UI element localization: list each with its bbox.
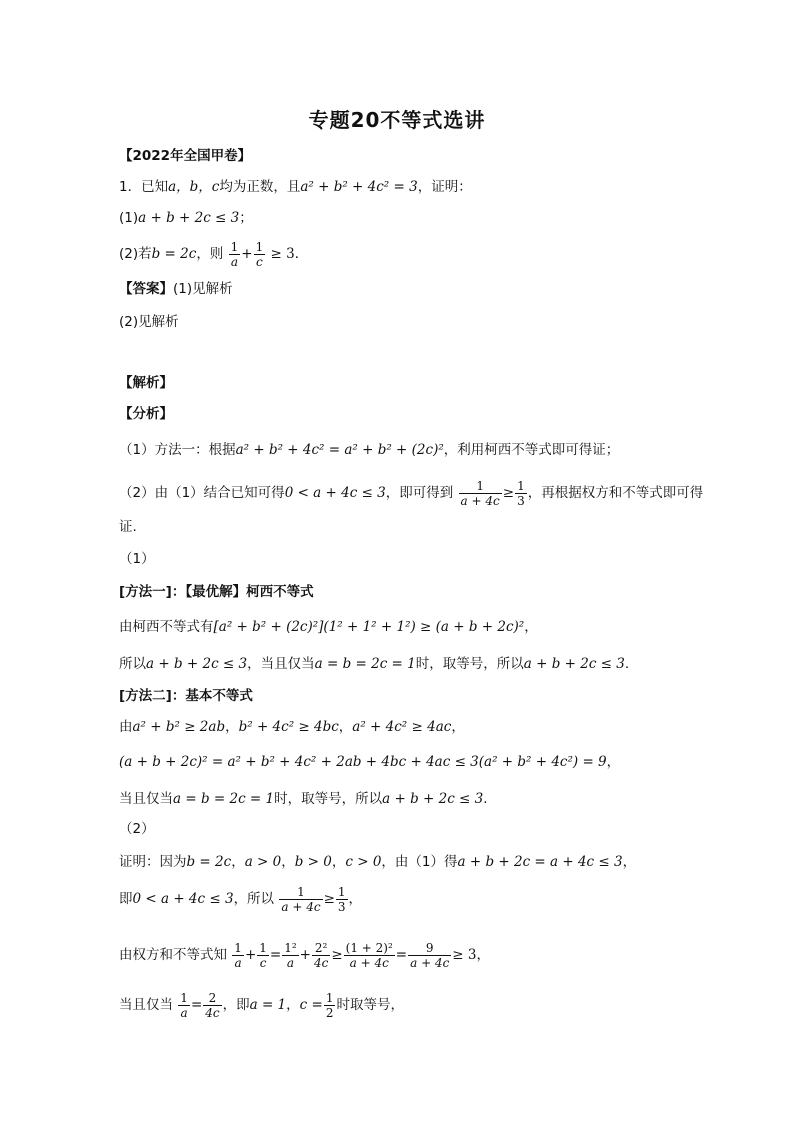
analysis-expression-2: 0 < a + 4c ≤ 3 [284, 485, 386, 501]
problem-stem [119, 177, 472, 197]
fenxi-label: 【分析】 [119, 406, 173, 422]
answer-1: (1)见解析 [173, 281, 233, 297]
part2-tail: ． [294, 246, 309, 262]
part2-number: (2)若 [119, 246, 152, 262]
proof2-line2: 即0 < a + 4c ≤ 3，所以 $\frac{1}{a + 4c}$ ≥ $\frac{1}{3}$ ， [119, 884, 363, 914]
method1-line1: 由柯西不等式有[a² + b² + (2c)²](1² + 1² + 1²) ≥ (a + b + 2c)²， [119, 619, 538, 635]
fraction-1-over-a-plus-4c-b: $\frac{1}{a + 4c}$ [281, 884, 321, 914]
stem-vars: a，b，c [168, 179, 220, 195]
part1-expression: a + b + 2c ≤ 3 [138, 210, 240, 226]
proof2-line3: 由权方和不等式知 $\frac{1}{a}$ + $\frac{1}{c}$ = $\frac{\text{1²}}{a}$ + $\frac{\text{2²}}{4c}$ ≥ $\frac{\text{(1 + 2)²}}{a + 4c}$ = $\frac{9}{a + 4c}$ ≥ 3， [119, 940, 490, 970]
stem-mid: 均为正数，且 [219, 179, 301, 195]
stem-prefix: 1．已知 [119, 179, 169, 195]
problem-part1 [119, 208, 253, 228]
method2-line3: 当且仅当a = b = 2c = 1时，取等号，所以a + b + 2c ≤ 3. [119, 791, 488, 807]
analysis-line1: （1）方法一：根据a² + b² + 4c² = a² + b² + (2c)²，利用柯西不等式即可得证； [119, 442, 620, 458]
proof2-line1: 证明：因为b = 2c，a > 0，b > 0，c > 0，由（1）得a + b + 2c = a + 4c ≤ 3， [119, 854, 637, 870]
answer-label: 【答案】 [119, 281, 173, 297]
answer-line1 [119, 279, 233, 299]
fraction-1-over-a: $\frac{1}{a}$ [230, 239, 239, 269]
part2-label: （2） [119, 821, 155, 837]
stem-condition: a² + b² + 4c² = 3 [300, 179, 418, 195]
part2-mid: ，则 [196, 246, 224, 262]
fraction-1-over-c: $\frac{1}{c}$ [255, 239, 264, 269]
method1-line2: 所以a + b + 2c ≤ 3，当且仅当a = b = 2c = 1时，取等号，所以a + b + 2c ≤ 3. [119, 656, 630, 672]
expansion-expression: (a + b + 2c)² = a² + b² + 4c² + 2ab + 4bc + 4ac ≤ 3(a² + b² + 4c²) = 9 [119, 754, 607, 770]
page-title: 专题20不等式选讲 [308, 108, 486, 132]
problem-part2: (2)若b = 2c，则 $\frac{1}{a}$ + $\frac{1}{c}$ ≥ 3． [119, 239, 309, 269]
proof2-line4: 当且仅当 $\frac{1}{a}$ = $\frac{2}{4c}$ ，即a = 1，c = $\frac{1}{2}$ 时取等号， [119, 990, 404, 1020]
part1-label: （1） [119, 551, 155, 567]
analysis-expression-1: a² + b² + 4c² = a² + b² + (2c)² [235, 442, 444, 458]
analysis-line2-cont: 证. [119, 519, 137, 535]
jiexi-label: 【解析】 [119, 375, 173, 391]
part1-number: (1) [119, 210, 139, 226]
part2-rhs: ≥ 3 [270, 246, 295, 262]
part2-condition: b = 2c [151, 246, 197, 262]
cauchy-expression: [a² + b² + (2c)²](1² + 1² + 1²) ≥ (a + b + 2c)² [213, 619, 525, 635]
fraction-1-over-3: $\frac{1}{3}$ [517, 478, 525, 508]
answer-line2: (2)见解析 [119, 314, 179, 330]
method2-line2: (a + b + 2c)² = a² + b² + 4c² + 2ab + 4bc + 4ac ≤ 3(a² + b² + 4c²) = 9， [119, 754, 621, 770]
method1-heading: [方法一]：【最优解】柯西不等式 [119, 584, 314, 600]
source-tag: 【2022年全国甲卷】 [119, 148, 252, 164]
fraction-1-over-3-b: $\frac{1}{3}$ [337, 884, 346, 914]
part1-tail: ； [239, 210, 253, 226]
method2-heading: [方法二]：基本不等式 [119, 688, 253, 704]
stem-suffix: ，证明： [417, 179, 472, 195]
method2-line1: 由a² + b² ≥ 2ab，b² + 4c² ≥ 4bc，a² + 4c² ≥ 4ac， [119, 719, 465, 735]
fraction-1-over-a-plus-4c: $\frac{1}{a + 4c}$ [460, 478, 500, 508]
analysis-line2: （2）由（1）结合已知可得0 < a + 4c ≤ 3，即可得到 $\frac{1}{a + 4c}$ ≥ $\frac{1}{3}$ ，再根据权方和不等式即可得 [119, 478, 704, 508]
